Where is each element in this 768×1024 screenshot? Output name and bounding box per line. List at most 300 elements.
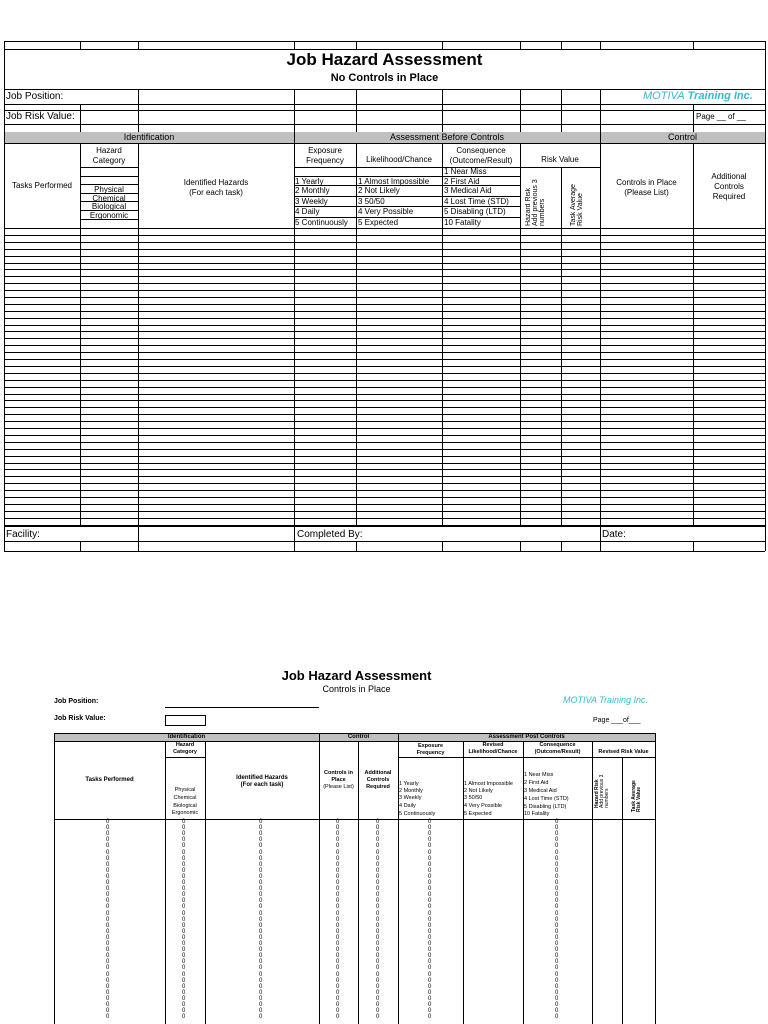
sheet2-exposure-option: 3 Weekly	[399, 795, 422, 801]
zero-value-cell: 0	[259, 929, 263, 935]
zero-value-cell: 0	[182, 941, 186, 947]
zero-value-cell: 0	[428, 904, 432, 910]
task-col-line	[138, 228, 139, 526]
header-exposure-frequency	[294, 146, 356, 166]
zero-value-cell: 0	[428, 856, 432, 862]
zero-value-cell: 0	[259, 819, 263, 825]
zero-value-cell: 0	[376, 959, 380, 965]
header-additional-controls	[693, 172, 765, 202]
sheet2-header-additional-controls	[358, 770, 398, 791]
task-row-line	[4, 297, 765, 298]
header-controls-in-place	[600, 178, 693, 198]
job-position-label: Job Position:	[6, 91, 64, 102]
zero-value-cell: 0	[336, 850, 340, 856]
identified-hazards-line1: Identified Hazards	[183, 178, 249, 187]
task-row-line	[4, 304, 765, 305]
zero-value-cell: 0	[376, 965, 380, 971]
sheet1-subtitle: No Controls in Place	[330, 72, 439, 84]
sheet2-consequence-option: 10 Fatality	[524, 811, 550, 817]
zero-value-cell: 0	[428, 825, 432, 831]
footer-line	[4, 551, 765, 552]
zero-value-cell: 0	[106, 1014, 110, 1020]
zero-value-cell: 0	[259, 843, 263, 849]
zero-value-cell: 0	[182, 837, 186, 843]
zero-value-cell: 0	[259, 953, 263, 959]
zero-value-cell: 0	[106, 904, 110, 910]
sheet2-ac-line2: Controls	[366, 777, 390, 783]
zero-value-cell: 0	[376, 911, 380, 917]
zero-value-cell: 0	[106, 911, 110, 917]
zero-value-cell: 0	[428, 929, 432, 935]
task-row-line	[4, 394, 765, 395]
zero-value-cell: 0	[376, 947, 380, 953]
task-row-line	[4, 428, 765, 429]
zero-value-cell: 0	[106, 886, 110, 892]
hazard-risk-line2: Add previous 3	[532, 179, 539, 226]
task-row-line	[4, 518, 765, 519]
sheet2-identified-hazards-line2: (For each task)	[240, 782, 284, 788]
sheet2-header-task-average	[632, 764, 642, 812]
sheet2-likelihood-option: 5 Expected	[464, 811, 492, 817]
consequence-line1: Consequence	[456, 146, 506, 155]
footer-col-line	[442, 541, 443, 551]
zero-value-cell: 0	[376, 953, 380, 959]
zero-value-cell: 0	[182, 972, 186, 978]
zero-value-cell: 0	[106, 874, 110, 880]
zero-value-cell: 0	[182, 825, 186, 831]
task-row-line	[4, 331, 765, 332]
zero-value-cell: 0	[182, 904, 186, 910]
zero-value-cell: 0	[182, 850, 186, 856]
zero-value-cell: 0	[336, 1002, 340, 1008]
zero-value-cell: 0	[259, 850, 263, 856]
zero-value-cell: 0	[336, 941, 340, 947]
zero-value-cell: 0	[259, 892, 263, 898]
sheet2-cip-line3: (Please List)	[323, 784, 354, 790]
sheet1-title: Job Hazard Assessment	[286, 50, 483, 69]
zero-value-cell: 0	[555, 837, 559, 843]
zero-value-cell: 0	[336, 831, 340, 837]
sheet2-job-position-label: Job Position:	[54, 698, 99, 705]
zero-value-cell: 0	[106, 898, 110, 904]
task-col-line	[442, 228, 443, 526]
zero-value-cell: 0	[555, 898, 559, 904]
zero-value-cell: 0	[428, 996, 432, 1002]
zero-value-cell: 0	[259, 911, 263, 917]
sheet2-identified-hazards-line1: Identified Hazards	[236, 775, 288, 781]
zero-value-cell: 0	[336, 1014, 340, 1020]
zero-value-cell: 0	[428, 911, 432, 917]
task-row-line	[4, 269, 765, 270]
consequence-option: 10 Fatality	[444, 218, 481, 227]
zero-value-cell: 0	[182, 978, 186, 984]
task-col-line	[561, 228, 562, 526]
consequence-option: 2 First Aid	[444, 177, 480, 186]
controls-in-place-line2: (Please List)	[624, 188, 669, 197]
brand-motiva: MOTIVA	[643, 90, 685, 102]
section-identification: Identification	[123, 132, 175, 142]
zero-value-cell: 0	[106, 880, 110, 886]
zero-value-cell: 0	[182, 984, 186, 990]
zero-value-cell: 0	[106, 831, 110, 837]
zero-value-cell: 0	[259, 947, 263, 953]
zero-value-cell: 0	[376, 886, 380, 892]
zero-value-cell: 0	[555, 825, 559, 831]
footer-col-line	[600, 526, 601, 551]
zero-value-cell: 0	[106, 1008, 110, 1014]
zero-value-cell: 0	[336, 959, 340, 965]
task-row-line	[4, 387, 765, 388]
sheet2-ac-line1: Additional	[364, 770, 392, 776]
sheet2-exposure-option: 4 Daily	[399, 803, 416, 809]
zero-value-cell: 0	[555, 978, 559, 984]
page-label: Page __ of __	[696, 112, 746, 121]
footer-line	[4, 526, 765, 527]
task-row-line	[4, 345, 765, 346]
zero-value-cell: 0	[428, 953, 432, 959]
zero-value-cell: 0	[555, 959, 559, 965]
sheet2-section-control: Control	[347, 734, 370, 740]
zero-value-cell: 0	[376, 825, 380, 831]
zero-value-cell: 0	[555, 917, 559, 923]
zero-value-cell: 0	[376, 996, 380, 1002]
task-row-line	[4, 407, 765, 408]
zero-value-cell: 0	[259, 1002, 263, 1008]
zero-value-cell: 0	[182, 1002, 186, 1008]
zero-value-cell: 0	[376, 978, 380, 984]
zero-value-cell: 0	[428, 819, 432, 825]
task-row-line	[4, 456, 765, 457]
zero-value-cell: 0	[428, 923, 432, 929]
consequence-option: 1 Near Miss	[444, 167, 487, 176]
zero-value-cell: 0	[259, 898, 263, 904]
zero-value-cell: 0	[106, 941, 110, 947]
sheet2-task-average-line1: Task Average	[631, 780, 637, 812]
task-row-line	[4, 290, 765, 291]
zero-value-cell: 0	[182, 886, 186, 892]
sheet2-exposure-line2: Frequency	[416, 750, 445, 756]
zero-value-cell: 0	[376, 935, 380, 941]
zero-value-cell: 0	[376, 868, 380, 874]
section-assessment: Assessment Before Controls	[389, 132, 505, 142]
header-task-average	[570, 170, 584, 226]
sheet2-ac-line3: Required	[366, 784, 390, 790]
task-row-line	[4, 311, 765, 312]
task-row-line	[4, 276, 765, 277]
hazard-category-line1: Hazard	[96, 146, 122, 155]
zero-value-cell: 0	[182, 880, 186, 886]
footer-col-line	[356, 541, 357, 551]
zero-value-cell: 0	[182, 831, 186, 837]
zero-value-cell: 0	[106, 990, 110, 996]
zero-value-cell: 0	[259, 990, 263, 996]
zero-value-cell: 0	[336, 886, 340, 892]
task-row-line	[4, 504, 765, 505]
hazard-category-line2: Category	[92, 156, 126, 165]
task-row-line	[4, 476, 765, 477]
sheet2-consequence-option: 2 First Aid	[524, 780, 549, 786]
sheet2-hazard-category-line1: Hazard	[175, 742, 195, 748]
zero-value-cell: 0	[336, 965, 340, 971]
sheet2-header-hazard-risk	[595, 764, 610, 808]
task-col-line	[4, 228, 5, 526]
header-consequence	[442, 146, 520, 166]
zero-value-cell: 0	[428, 1014, 432, 1020]
zero-value-cell: 0	[428, 990, 432, 996]
zero-value-cell: 0	[376, 984, 380, 990]
footer-col-line	[4, 526, 5, 551]
footer-col-line	[294, 526, 295, 551]
zero-value-cell: 0	[336, 880, 340, 886]
zero-value-cell: 0	[259, 886, 263, 892]
zero-value-cell: 0	[182, 929, 186, 935]
sheet2-likelihood-option: 1 Almost Impossible	[464, 781, 513, 787]
zero-value-cell: 0	[376, 972, 380, 978]
zero-value-cell: 0	[376, 990, 380, 996]
zero-value-cell: 0	[336, 935, 340, 941]
zero-value-cell: 0	[259, 923, 263, 929]
zero-value-cell: 0	[259, 868, 263, 874]
zero-value-cell: 0	[555, 850, 559, 856]
zero-value-cell: 0	[555, 990, 559, 996]
consequence-option: 4 Lost Time (STD)	[444, 197, 509, 206]
zero-value-cell: 0	[336, 947, 340, 953]
zero-value-cell: 0	[106, 947, 110, 953]
task-row-line	[4, 483, 765, 484]
footer-col-line	[520, 541, 521, 551]
sheet2-brand: MOTIVA Training Inc.	[563, 695, 649, 705]
zero-value-cell: 0	[555, 996, 559, 1002]
job-risk-value-label: Job Risk Value:	[6, 111, 75, 122]
sheet2-header-tasks: Tasks Performed	[85, 777, 134, 783]
zero-value-cell: 0	[106, 959, 110, 965]
zero-value-cell: 0	[259, 1008, 263, 1014]
task-row-line	[4, 373, 765, 374]
zero-value-cell: 0	[106, 953, 110, 959]
zero-value-cell: 0	[182, 856, 186, 862]
zero-value-cell: 0	[555, 874, 559, 880]
zero-value-cell: 0	[336, 856, 340, 862]
zero-value-cell: 0	[428, 886, 432, 892]
sheet2-section-assessment: Assessment Post Controls	[488, 734, 565, 740]
task-row-line	[4, 359, 765, 360]
additional-controls-line1: Additional	[711, 172, 747, 181]
zero-value-cell: 0	[182, 892, 186, 898]
zero-value-cell: 0	[259, 904, 263, 910]
sheet2-cip-line2: Place	[331, 777, 346, 783]
task-row-line	[4, 435, 765, 436]
exposure-line1: Exposure	[308, 146, 342, 155]
sheet2-header-revised-risk: Revised Risk Value	[598, 749, 649, 755]
job-risk-value-box[interactable]	[80, 110, 139, 125]
sheet2-category-physical: Physical	[174, 787, 196, 793]
controls-in-place-line1: Controls in Place	[616, 178, 677, 187]
zero-value-cell: 0	[336, 892, 340, 898]
zero-value-cell: 0	[376, 929, 380, 935]
zero-value-cell: 0	[259, 996, 263, 1002]
zero-value-cell: 0	[182, 923, 186, 929]
zero-value-cell: 0	[259, 831, 263, 837]
category-biological: Biological	[91, 202, 127, 211]
zero-value-cell: 0	[336, 1008, 340, 1014]
additional-controls-line2: Controls	[714, 182, 744, 191]
zero-value-cell: 0	[336, 862, 340, 868]
task-col-line	[80, 228, 81, 526]
footer-col-line	[138, 526, 139, 551]
sheet2-subtitle: Controls in Place	[322, 684, 391, 694]
zero-value-cell: 0	[428, 917, 432, 923]
zero-value-cell: 0	[259, 984, 263, 990]
sheet2-header-consequence	[523, 742, 592, 756]
zero-value-cell: 0	[376, 819, 380, 825]
zero-value-cell: 0	[428, 862, 432, 868]
zero-value-cell: 0	[182, 843, 186, 849]
zero-value-cell: 0	[428, 837, 432, 843]
job-position-line[interactable]	[165, 707, 319, 708]
sheet2-likelihood-option: 2 Not Likely	[464, 788, 493, 794]
zero-value-cell: 0	[182, 959, 186, 965]
task-row-line	[4, 235, 765, 236]
sheet2-header-likelihood	[463, 742, 523, 756]
footer-completed-by: Completed By:	[297, 529, 363, 540]
zero-value-cell: 0	[259, 874, 263, 880]
task-row-line	[4, 497, 765, 498]
zero-value-cell: 0	[336, 911, 340, 917]
zero-value-cell: 0	[182, 947, 186, 953]
exposure-line2: Frequency	[306, 156, 344, 165]
category-chemical: Chemical	[92, 194, 126, 203]
task-row-line	[4, 490, 765, 491]
zero-value-cell: 0	[182, 862, 186, 868]
zero-value-cell: 0	[555, 911, 559, 917]
task-row-line	[4, 318, 765, 319]
task-row-line	[4, 228, 765, 229]
zero-value-cell: 0	[555, 880, 559, 886]
zero-value-cell: 0	[336, 898, 340, 904]
zero-value-cell: 0	[106, 996, 110, 1002]
zero-value-cell: 0	[428, 850, 432, 856]
task-row-line	[4, 256, 765, 257]
zero-value-cell: 0	[428, 941, 432, 947]
zero-value-cell: 0	[182, 990, 186, 996]
zero-value-cell: 0	[259, 880, 263, 886]
zero-value-cell: 0	[106, 984, 110, 990]
task-row-line	[4, 421, 765, 422]
zero-value-cell: 0	[259, 1014, 263, 1020]
zero-value-cell: 0	[182, 819, 186, 825]
zero-value-cell: 0	[182, 868, 186, 874]
task-row-line	[4, 338, 765, 339]
footer-col-line	[80, 541, 81, 551]
zero-value-cell: 0	[428, 965, 432, 971]
sheet2-hazard-category-line2: Category	[173, 749, 197, 755]
zero-value-cell: 0	[555, 831, 559, 837]
header-tasks-performed: Tasks Performed	[11, 181, 73, 190]
zero-value-cell: 0	[336, 917, 340, 923]
sheet2-hazard-risk-line3: numbers	[604, 788, 610, 808]
zero-value-cell: 0	[428, 1002, 432, 1008]
task-row-line	[4, 249, 765, 250]
exposure-option: 1 Yearly	[295, 177, 324, 186]
task-row-line	[4, 352, 765, 353]
task-row-line	[4, 380, 765, 381]
header-risk-value: Risk Value	[541, 155, 579, 164]
zero-value-cell: 0	[555, 953, 559, 959]
brand-training: Training Inc.	[687, 90, 753, 102]
brand-logo	[643, 91, 753, 102]
sheet2-task-average-line2: Risk Value	[636, 786, 642, 812]
zero-value-cell: 0	[555, 972, 559, 978]
zero-value-cell: 0	[376, 941, 380, 947]
zero-value-cell: 0	[376, 862, 380, 868]
task-col-line	[294, 228, 295, 526]
likelihood-option: 4 Very Possible	[358, 207, 414, 216]
zero-value-cell: 0	[259, 972, 263, 978]
sheet2-job-risk-box[interactable]	[165, 715, 206, 726]
zero-value-cell: 0	[428, 1008, 432, 1014]
zero-value-cell: 0	[106, 856, 110, 862]
zero-value-cell: 0	[336, 978, 340, 984]
header-likelihood: Likelihood/Chance	[366, 155, 432, 164]
zero-value-cell: 0	[428, 947, 432, 953]
zero-value-cell: 0	[428, 831, 432, 837]
zero-value-cell: 0	[106, 972, 110, 978]
zero-value-cell: 0	[428, 972, 432, 978]
category-physical: Physical	[94, 185, 124, 194]
zero-value-cell: 0	[259, 856, 263, 862]
sheet2-category-chemical: Chemical	[173, 795, 197, 801]
task-row-line	[4, 283, 765, 284]
sheet2-likelihood-line1: Revised	[482, 742, 504, 748]
zero-value-cell: 0	[555, 843, 559, 849]
hazard-risk-line3: numbers	[539, 198, 546, 226]
consequence-option: 3 Medical Aid	[444, 186, 492, 195]
task-average-line2: Risk Value	[577, 193, 584, 226]
sheet2-likelihood-option: 3 50/50	[464, 795, 483, 801]
zero-value-cell: 0	[376, 923, 380, 929]
zero-value-cell: 0	[106, 850, 110, 856]
sheet2-hazard-risk-line1: Hazard Risk	[594, 779, 600, 808]
zero-value-cell: 0	[376, 843, 380, 849]
sheet2-consequence-line1: Consequence	[539, 742, 576, 748]
zero-value-cell: 0	[555, 984, 559, 990]
zero-value-cell: 0	[555, 965, 559, 971]
sheet2-header-controls-in-place	[319, 770, 358, 791]
sheet2-cip-line1: Controls in	[323, 770, 354, 776]
zero-value-cell: 0	[555, 862, 559, 868]
exposure-option: 4 Daily	[295, 207, 320, 216]
zero-value-cell: 0	[336, 868, 340, 874]
zero-value-cell: 0	[555, 947, 559, 953]
zero-value-cell: 0	[555, 941, 559, 947]
zero-value-cell: 0	[259, 978, 263, 984]
header-hazard-risk	[525, 170, 546, 226]
likelihood-option: 1 Almost Impossible	[358, 177, 430, 186]
zero-value-cell: 0	[376, 892, 380, 898]
zero-value-cell: 0	[182, 874, 186, 880]
sheet2-consequence-option: 5 Disabling (LTD)	[524, 804, 567, 810]
sheet2-category-biological: Biological	[173, 803, 197, 809]
zero-value-cell: 0	[376, 850, 380, 856]
zero-value-cell: 0	[428, 874, 432, 880]
header-identified-hazards	[138, 178, 294, 198]
zero-value-cell: 0	[182, 965, 186, 971]
hazard-risk-line1: Hazard Risk	[525, 187, 532, 226]
zero-value-cell: 0	[428, 843, 432, 849]
zero-value-cell: 0	[259, 837, 263, 843]
zero-value-cell: 0	[376, 856, 380, 862]
zero-value-cell: 0	[428, 868, 432, 874]
